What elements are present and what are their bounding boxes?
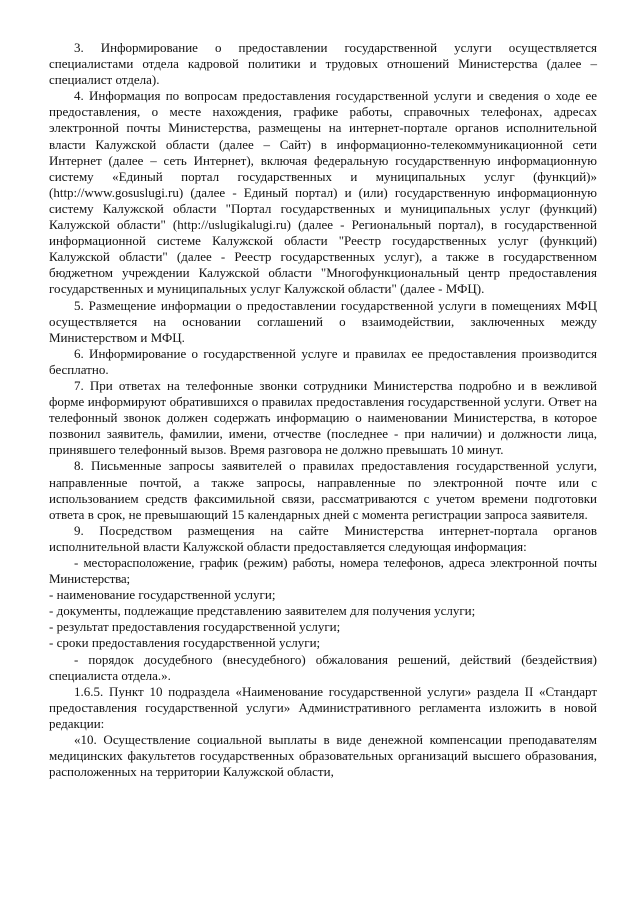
list-item: - порядок досудебного (внесудебного) обжалования решений, действий (бездействия) специалиста отдела.». bbox=[49, 651, 597, 683]
new-paragraph-10: «10. Осуществление социальной выплаты в виде денежной компенсации преподавателям медицинских факультетов государственных образовательных организаций высшего образования, расположенных на территории Калужской области, bbox=[49, 732, 597, 780]
paragraph-8: 8. Письменные запросы заявителей о правилах предоставления государственной услуги, направленные почтой, а также запросы, направленные по электронной почте или с использованием средств факсимильной связи, рассматриваются с учетом времени подготовки ответа в срок, не превышающий 15 календарных дней с момента регистрации запроса заявителя. bbox=[49, 458, 597, 522]
paragraph-7: 7. При ответах на телефонные звонки сотрудники Министерства подробно и в вежливой форме информируют обратившихся о правилах предоставления государственной услуги. Ответ на телефонный звонок должен содержать информацию о наименовании Министерства, в которое позвонил заявитель, фамилии, имени, отчестве (последнее - при наличии) и должности лица, принявшего телефонный вызов. Время разговора не должно превышать 10 минут. bbox=[49, 377, 597, 458]
amendment-paragraph: 1.6.5. Пункт 10 подраздела «Наименование государственной услуги» раздела II «Стандарт предоставления государственной услуги» Административного регламента изложить в новой редакции: bbox=[49, 683, 597, 731]
list-item: - документы, подлежащие представлению заявителем для получения услуги; bbox=[49, 603, 476, 619]
paragraph-9: 9. Посредством размещения на сайте Министерства интернет-портала органов исполнительной власти Калужской области предоставляется следующая информация: bbox=[49, 522, 597, 554]
paragraph-3: 3. Информирование о предоставлении государственной услуги осуществляется специалистами отдела кадровой политики и трудовых отношений Министерства (далее – специалист отдела). bbox=[49, 40, 597, 88]
list-item: - результат предоставления государственной услуги; bbox=[49, 619, 341, 635]
list-item: - месторасположение, график (режим) работы, номера телефонов, адреса электронной почты Министерства; bbox=[49, 555, 597, 587]
amendment-text bbox=[49, 684, 597, 781]
information-list bbox=[49, 555, 597, 684]
paragraph-6: 6. Информирование о государственной услуге и правилах ее предоставления производится бесплатно. bbox=[49, 345, 597, 377]
paragraph-4: 4. Информация по вопросам предоставления государственной услуги и сведения о ходе ее предоставления, о месте нахождения, графике работы, справочных телефонах, адресах электронной почты Министерства, размещены на интернет-портале органов исполнительной власти Калужской области (далее – Сайт) в информационно-телекоммуникационной сети Интернет (далее – сеть Интернет), включая федеральную государственную информационную систему «Единый портал государственных и муниципальных услуг (функций)» (http://www.gosuslugi.ru) (далее - Единый портал) и (или) государственную информационную систему Калужской области "Портал государственных и муниципальных услуг (функций) Калужской области" (http://uslugikalugi.ru) (далее - Региональный портал), в государственной информационной системе Калужской области "Реестр государственных услуг (функций) Калужской области" (далее - Реестр государственных услуг), а также в государственном бюджетном учреждении Калужской области "Многофункциональный центр предоставления государственных и муниципальных услуг Калужской области" (далее - МФЦ). bbox=[49, 88, 597, 297]
list-item: - наименование государственной услуги; bbox=[49, 587, 276, 603]
body-text bbox=[49, 40, 597, 555]
paragraph-5: 5. Размещение информации о предоставлении государственной услуги в помещениях МФЦ осуществляется на основании соглашений о взаимодействии, заключенных между Министерством и МФЦ. bbox=[49, 297, 597, 345]
list-item: - сроки предоставления государственной услуги; bbox=[49, 635, 321, 651]
